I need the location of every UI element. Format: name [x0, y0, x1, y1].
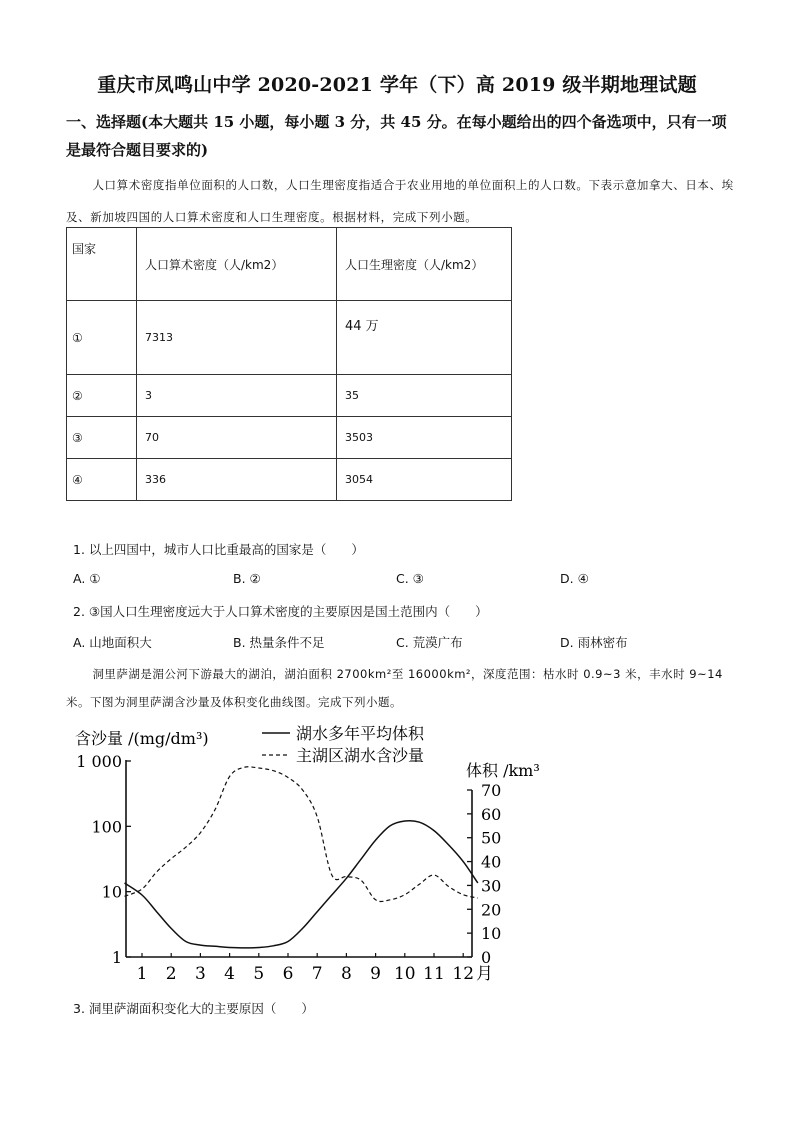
right-tick-label: 60 — [481, 804, 502, 824]
table-cell: 3 — [137, 375, 337, 417]
sediment-volume-chart — [0, 715, 794, 990]
legend-label-sediment: 主湖区湖水含沙量 — [296, 746, 425, 765]
question-3-stem: 3. 洞里萨湖面积变化大的主要原因（ ） — [73, 1001, 314, 1016]
series-line-sediment — [125, 767, 478, 902]
q1-option-a[interactable]: A. ① — [73, 571, 101, 586]
right-tick-label: 0 — [481, 948, 492, 967]
table-cell: 44 万 — [337, 301, 512, 375]
page-title: 重庆市凤鸣山中学 2020-2021 学年（下）高 2019 级半期地理试题 — [97, 74, 697, 96]
table-cell: ④ — [67, 459, 137, 501]
table-row — [67, 375, 512, 417]
x-axis-title: 月 — [476, 964, 493, 984]
table-cell: 7313 — [137, 301, 337, 375]
table-header-phys: 人口生理密度（人/km2） — [337, 228, 512, 301]
x-tick-label: 8 — [340, 964, 352, 984]
question-1-stem: 1. 以上四国中，城市人口比重最高的国家是（ ） — [73, 542, 364, 557]
section-heading: 一、选择题(本大题共 15 小题，每小题 3 分，共 45 分。在每小题给出的四个备选项中，只有一项是最符合题目要求的) — [66, 113, 727, 159]
left-tick-label: 100 — [91, 817, 122, 837]
table-cell: ③ — [67, 417, 137, 459]
left-tick-label: 1 — [111, 948, 122, 967]
q2-option-d[interactable]: D. 雨林密布 — [560, 635, 628, 650]
right-tick-label: 50 — [481, 828, 502, 848]
left-tick-label: 10 — [101, 882, 122, 902]
q1-option-d[interactable]: D. ④ — [560, 571, 589, 586]
q1-option-b[interactable]: B. ② — [233, 571, 261, 586]
table-header-arith: 人口算术密度（人/km2） — [137, 228, 337, 301]
x-tick-label: 3 — [194, 964, 206, 984]
q1-option-c[interactable]: C. ③ — [396, 571, 424, 586]
q2-option-b[interactable]: B. 热量条件不足 — [233, 635, 325, 650]
table-cell: 336 — [137, 459, 337, 501]
x-tick-label: 2 — [165, 964, 177, 984]
x-tick-label: 6 — [282, 964, 294, 984]
left-axis-ticks — [76, 752, 131, 967]
x-tick-label: 4 — [224, 964, 236, 984]
table-row — [67, 301, 512, 375]
table-row — [67, 417, 512, 459]
x-tick-label: 9 — [370, 964, 382, 984]
table-row — [67, 459, 512, 501]
table-cell: 35 — [337, 375, 512, 417]
x-tick-label: 5 — [253, 964, 265, 984]
x-tick-label: 10 — [393, 964, 416, 984]
table-header-country: 国家 — [67, 228, 137, 301]
right-tick-label: 30 — [481, 876, 502, 896]
right-tick-label: 10 — [481, 924, 502, 944]
intro-paragraph-1: 人口算术密度指单位面积的人口数，人口生理密度指适合于农业用地的单位面积上的人口数。下表示意加拿大、日本、埃及、新加坡四国的人口算术密度和人口生理密度。根据材料，完成下列小题。 — [66, 178, 734, 224]
table-cell: ② — [67, 375, 137, 417]
population-density-table — [66, 227, 512, 501]
right-axis-title: 体积 /km³ — [466, 761, 540, 780]
q2-option-c[interactable]: C. 荒漠广布 — [396, 635, 463, 650]
right-tick-label: 40 — [481, 852, 502, 872]
table-cell: 3054 — [337, 459, 512, 501]
chart-legend — [262, 724, 425, 765]
right-tick-label: 70 — [481, 781, 502, 800]
x-tick-label: 12 — [452, 964, 475, 984]
q2-option-a[interactable]: A. 山地面积大 — [73, 635, 152, 650]
x-tick-label: 11 — [423, 964, 445, 984]
table-cell: ① — [67, 301, 137, 375]
table-cell: 3503 — [337, 417, 512, 459]
question-2-stem: 2. ③国人口生理密度远大于人口算术密度的主要原因是国土范围内（ ） — [73, 604, 488, 619]
x-tick-label: 1 — [136, 964, 148, 984]
legend-label-volume: 湖水多年平均体积 — [296, 724, 425, 743]
right-tick-label: 20 — [481, 900, 502, 920]
left-tick-label: 1 000 — [76, 752, 122, 771]
table-header-row — [67, 228, 512, 301]
left-axis-title: 含沙量 /(mg/dm³) — [75, 729, 209, 748]
series-line-volume — [125, 821, 478, 948]
intro-paragraph-2: 洞里萨湖是湄公河下游最大的湖泊，湖泊面积 2700km²至 16000km²，深度范围：枯水时 0.9~3 米，丰水时 9~14 米。下图为洞里萨湖含沙量及体积变化曲线图。完成下列小题。 — [66, 667, 723, 709]
table-cell: 70 — [137, 417, 337, 459]
x-tick-label: 7 — [311, 964, 323, 984]
